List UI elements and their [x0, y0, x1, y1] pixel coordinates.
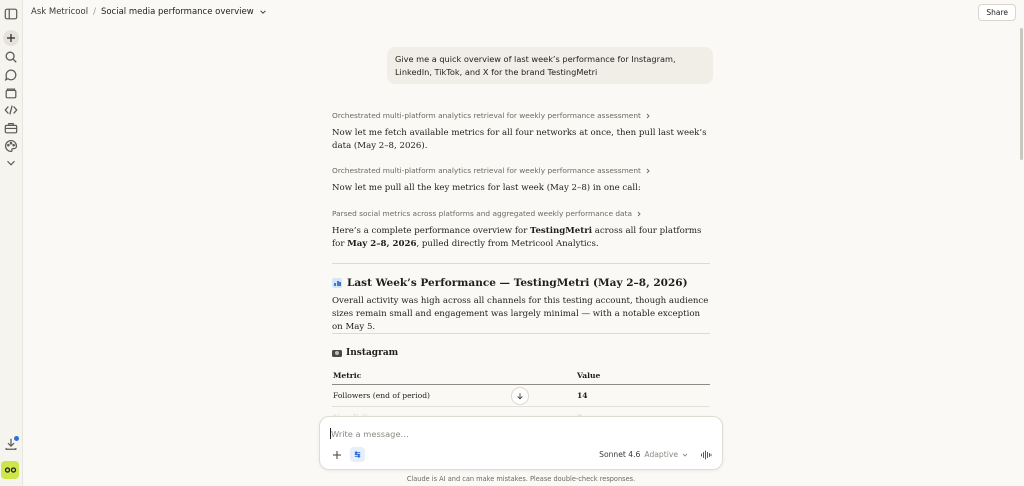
breadcrumb-project[interactable]: Ask Metricool: [31, 7, 89, 17]
value-cell: 14: [576, 384, 710, 406]
divider: [332, 333, 710, 334]
step-label: Parsed social metrics across platforms and aggregated weekly performance data: [332, 209, 633, 218]
brand-name: TestingMetri: [530, 226, 592, 236]
disclaimer: Claude is AI and can make mistakes. Please double-check responses.: [406, 475, 636, 483]
chevron-right-icon: [636, 211, 642, 217]
share-button[interactable]: Share: [978, 4, 1016, 21]
chevron-down-icon[interactable]: [259, 8, 267, 16]
report-title: Last Week’s Performance — TestingMetri (May 2–8, 2026): [332, 277, 688, 289]
table-header-row: [332, 367, 710, 384]
chevron-right-icon: [645, 113, 651, 119]
projects-icon[interactable]: [4, 86, 18, 100]
breadcrumb-separator: /: [93, 7, 96, 17]
model-selector[interactable]: [599, 450, 688, 459]
metric-cell: Followers (end of period): [332, 384, 576, 406]
thinking-step-toggle[interactable]: [332, 209, 642, 218]
icon-rail: [0, 0, 23, 486]
thinking-step-toggle[interactable]: [332, 166, 651, 175]
notification-dot: [14, 436, 19, 441]
date-range: May 2–8, 2026: [347, 238, 417, 249]
download-icon[interactable]: [4, 437, 18, 451]
scroll-to-bottom-button[interactable]: [511, 387, 529, 405]
column-header: Metric: [332, 367, 576, 384]
message-composer[interactable]: [319, 416, 723, 470]
assistant-text: Now let me fetch available metrics for all four networks at once, then pull last week’s data (May 2–8, 2026).: [332, 128, 707, 151]
step-label: Orchestrated multi-platform analytics retrieval for weekly performance assessment: [332, 166, 641, 175]
add-attachment-icon[interactable]: [331, 449, 343, 461]
arrow-down-icon: [516, 392, 524, 400]
step-label: Orchestrated multi-platform analytics retrieval for weekly performance assessment: [332, 111, 641, 120]
new-chat-button[interactable]: [3, 30, 19, 46]
breadcrumb: [31, 7, 267, 17]
user-message: Give me a quick overview of last week’s performance for Instagram, LinkedIn, TikTok, and X for the brand TestingMetri: [387, 47, 713, 84]
model-mode: Adaptive: [644, 450, 678, 459]
camera-icon: [332, 350, 342, 357]
sidebar-toggle-icon[interactable]: [4, 7, 18, 21]
search-icon[interactable]: [4, 50, 18, 64]
chevron-down-icon: [682, 452, 688, 458]
thinking-step-toggle[interactable]: [332, 111, 651, 120]
divider: [332, 263, 710, 264]
sliders-icon: [353, 450, 362, 459]
chat-title[interactable]: Social media performance overview: [100, 7, 254, 17]
intro-paragraph: Here’s a complete performance overview for TestingMetri across all four platforms for May 2–8, 2026, pulled directly from Metricool Analytics.: [332, 226, 702, 249]
assistant-text: Now let me pull all the key metrics for last week (May 2–8) in one call:: [332, 183, 641, 193]
chevron-right-icon: [645, 168, 651, 174]
briefcase-icon[interactable]: [4, 121, 18, 135]
column-header: Value: [576, 367, 710, 384]
tools-toggle-button[interactable]: [350, 447, 365, 462]
code-icon[interactable]: [4, 103, 18, 117]
palette-icon[interactable]: [4, 139, 18, 153]
scrollbar-thumb[interactable]: [1020, 28, 1023, 160]
message-input[interactable]: Write a message…: [331, 429, 409, 439]
model-name: Sonnet 4.6: [599, 450, 641, 459]
instagram-heading: Instagram: [332, 348, 398, 358]
voice-mode-icon[interactable]: [700, 449, 712, 461]
chevron-down-icon[interactable]: [4, 156, 18, 170]
top-bar: [23, 0, 1024, 24]
chats-icon[interactable]: [4, 68, 18, 82]
user-avatar[interactable]: [1, 461, 19, 479]
report-summary: Overall activity was high across all channels for this testing account, though audience sizes remain small and engagement was largely minimal — with a notable exception on May 5.: [332, 296, 709, 332]
bar-chart-icon: [332, 278, 342, 288]
